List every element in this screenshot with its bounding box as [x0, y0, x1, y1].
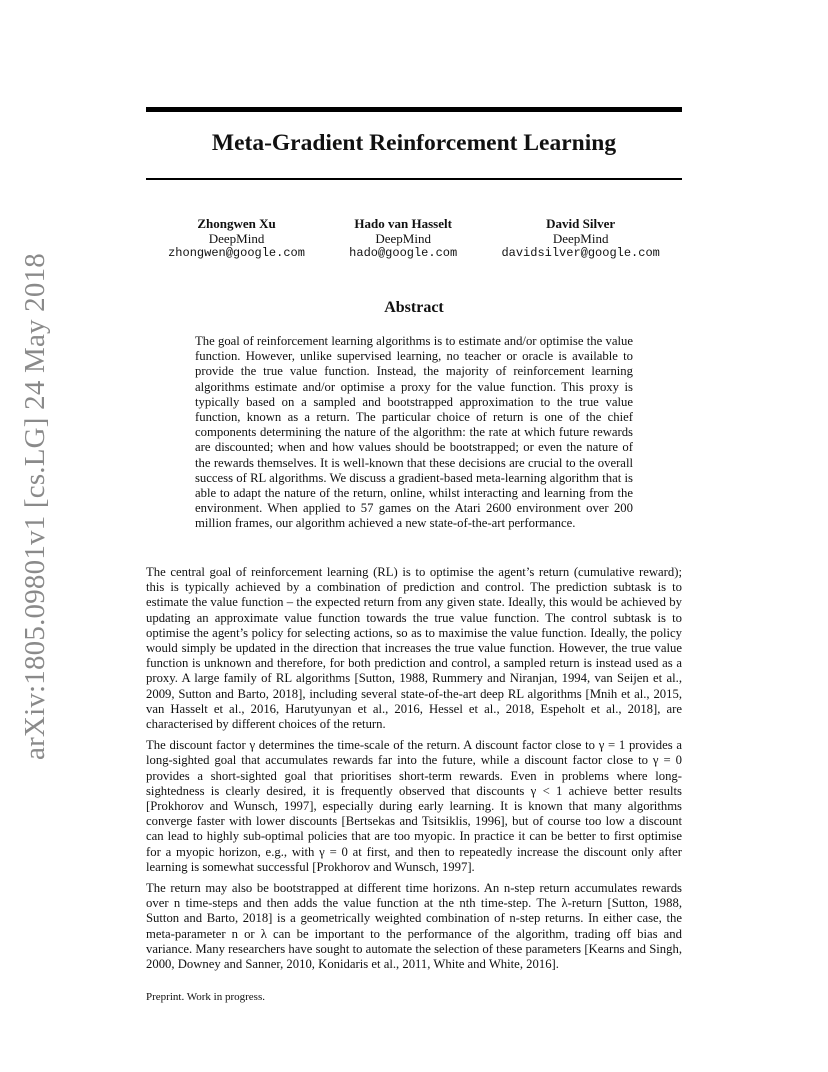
- author-affiliation: DeepMind: [552, 231, 609, 246]
- abstract-heading: Abstract: [384, 299, 444, 316]
- author-name: David Silver: [546, 216, 616, 231]
- author-3: [501, 216, 659, 261]
- author-affiliation: DeepMind: [375, 231, 431, 246]
- author-1: [168, 216, 305, 261]
- arxiv-identifier: arXiv:1805.09801v1 [cs.LG] 24 May 2018: [19, 253, 51, 760]
- author-name: Zhongwen Xu: [197, 216, 276, 231]
- author-email: davidsilver@google.com: [501, 246, 660, 260]
- author-2: [349, 216, 457, 261]
- paragraph-2: The discount factor γ determines the time-scale of the return. A discount factor close to γ = 1 provides a long-sighted goal that accumulates rewards far into the future, while a discount factor close to γ = 0 provides a short-sighted goal that prioritises short-term rewards. Even in problems where long-sightedness is clearly desired, it is frequently observed that discounts γ < 1 achieve better results [Prokhorov and Wunsch, 1997], especially during early learning. It is known that many algorithms converge faster with lower discounts [Bertsekas and Tsitsiklis, 1996], but of course too low a discount can lead to highly sub-optimal policies that are too myopic. In practice it can be better to first optimise for a myopic horizon, e.g., with γ = 0 at first, and then to repeatedly increase the discount only after learning is somewhat successful [Prokhorov and Wunsch, 1997].: [146, 738, 682, 874]
- author-affiliation: DeepMind: [208, 231, 265, 246]
- paragraph-1: The central goal of reinforcement learning (RL) is to optimise the agent’s return (cumulative reward); this is typically achieved by a combination of prediction and control. The prediction subtask is to estimate the value function – the expected return from any given state. Ideally, this would be achieved by updating an approximate value function towards the true value function. The control subtask is to optimise the agent’s policy for selecting actions, so as to maximise the value function. Ideally, the policy would simply be updated in the direction that increases the true value function. However, the true value function is unknown and therefore, for both prediction and control, a sampled return is instead used as a proxy. A large family of RL algorithms [Sutton, 1988, Rummery and Niranjan, 1994, van Seijen et al., 2009, Sutton and Barto, 2018], including several state-of-the-art deep RL algorithms [Mnih et al., 2015, van Hasselt et al., 2016, Harutyunyan et al., 2016, Hessel et al., 2018, Espeholt et al., 2018], are characterised by different choices of the return.: [146, 565, 682, 732]
- body-text: [146, 565, 682, 978]
- author-email: zhongwen@google.com: [168, 246, 305, 260]
- paper-title: Meta-Gradient Reinforcement Learning: [211, 130, 617, 156]
- abstract-text: The goal of reinforcement learning algorithms is to estimate and/or optimise the value function. However, unlike supervised learning, no teacher or oracle is available to provide the true value function. Instead, the majority of reinforcement learning algorithms estimate and/or optimise a proxy for the value function. This proxy is typically based on a sampled and bootstrapped approximation to the true value function, known as a return. The particular choice of return is one of the chief components determining the nature of the algorithm: the rate at which future rewards are discounted; when and how values should be bootstrapped; or even the nature of the rewards themselves. It is well-known that these decisions are crucial to the overall success of RL algorithms. We discuss a gradient-based meta-learning algorithm that is able to adapt the nature of the return, online, whilst interacting and learning from the environment. When applied to 57 games on the Atari 2600 environment over 200 million frames, our algorithm achieved a new state-of-the-art performance.: [195, 334, 633, 531]
- footnote-preprint: Preprint. Work in progress.: [146, 991, 265, 1003]
- author-list: [146, 216, 682, 261]
- paragraph-3: The return may also be bootstrapped at different time horizons. An n-step return accumulates rewards over n time-steps and then adds the value function at the nth time-step. The λ-return [Sutton, 1988, Sutton and Barto, 2018] is a geometrically weighted combination of n-step returns. In either case, the meta-parameter n or λ can be important to the performance of the algorithm, trading off bias and variance. Many researchers have sought to automate the selection of these parameters [Kearns and Singh, 2000, Downey and Sanner, 2010, Konidaris et al., 2011, White and White, 2016].: [146, 881, 682, 972]
- title-bottom-rule: [146, 178, 682, 180]
- author-email: hado@google.com: [349, 246, 458, 260]
- title-top-rule: [146, 107, 682, 112]
- author-name: Hado van Hasselt: [354, 216, 452, 231]
